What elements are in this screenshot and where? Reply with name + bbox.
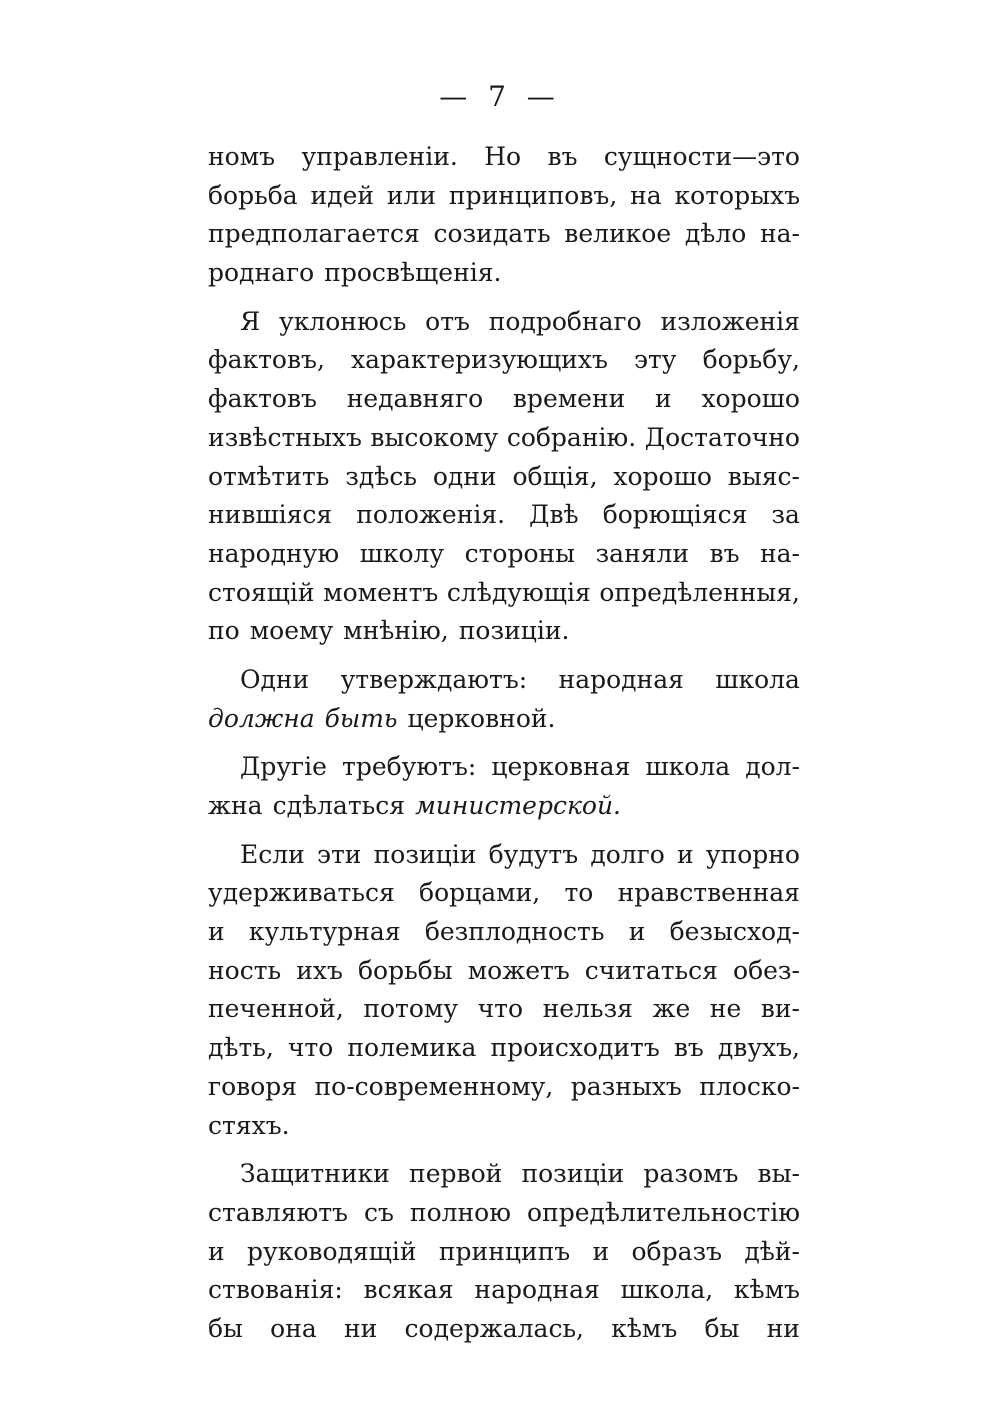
- text-line: роднаго просвѣщенія.: [208, 258, 502, 288]
- text-line: отмѣтить здѣсь одни общія, хорошо выяс-: [208, 461, 800, 491]
- text-line: Если эти позиціи будутъ долго и упорно: [240, 839, 800, 869]
- text-line: Другіе требуютъ: церковная школа дол-: [240, 752, 800, 782]
- text-line: жна сдѣлаться министерской.: [208, 791, 621, 820]
- text-line: стяхъ.: [208, 1110, 290, 1140]
- text-line: фактовъ недавняго времени и хорошо: [208, 384, 800, 414]
- text-line: Одни утверждаютъ: народная школа: [240, 664, 800, 694]
- text-line: фактовъ, характеризующихъ эту борьбу,: [208, 345, 800, 375]
- text-line: дѣть, что полемика происходитъ въ двухъ,: [208, 1033, 800, 1063]
- text-line: Я уклонюсь отъ подробнаго изложенія: [240, 306, 800, 336]
- text-line: по моему мнѣнію, позиціи.: [208, 616, 570, 646]
- text-line: борьба идей или принциповъ, на которыхъ: [208, 180, 800, 210]
- text-line: ствованія: всякая народная школа, кѣмъ: [208, 1275, 800, 1305]
- text-line: ность ихъ борьбы можетъ считаться обез-: [208, 955, 800, 985]
- text-line: Защитники первой позиціи разомъ вы-: [240, 1159, 800, 1189]
- text-line: стоящій моментъ слѣдующія опредѣленныя,: [208, 577, 800, 607]
- text-line: должна быть церковной.: [208, 703, 556, 733]
- text-line: ставляютъ съ полною опредѣлительностію: [208, 1197, 800, 1227]
- text-line: извѣстныхъ высокому собранію. Достаточно: [208, 422, 800, 452]
- text-line: печенной, потому что нельзя же не ви-: [208, 994, 800, 1024]
- text-line: народную школу стороны заняли въ на-: [208, 538, 800, 568]
- text-line: номъ управленіи. Но въ сущности—это: [208, 142, 800, 171]
- text-line: нившіяся положенія. Двѣ борющіяся за: [208, 500, 800, 530]
- text-line: предполагается созидать великое дѣло на-: [208, 219, 800, 249]
- text-line: и культурная безплодность и безысход-: [208, 917, 800, 947]
- text-line: и руководящій принципъ и образъ дѣй-: [208, 1236, 800, 1266]
- text-line: говоря по-современному, разныхъ плоско-: [208, 1071, 800, 1101]
- page-number: — 7 —: [439, 80, 561, 113]
- text-line: бы она ни содержалась, кѣмъ бы ни: [208, 1313, 800, 1343]
- body-text: [208, 138, 800, 1349]
- text-line: удерживаться борцами, то нравственная: [208, 878, 800, 908]
